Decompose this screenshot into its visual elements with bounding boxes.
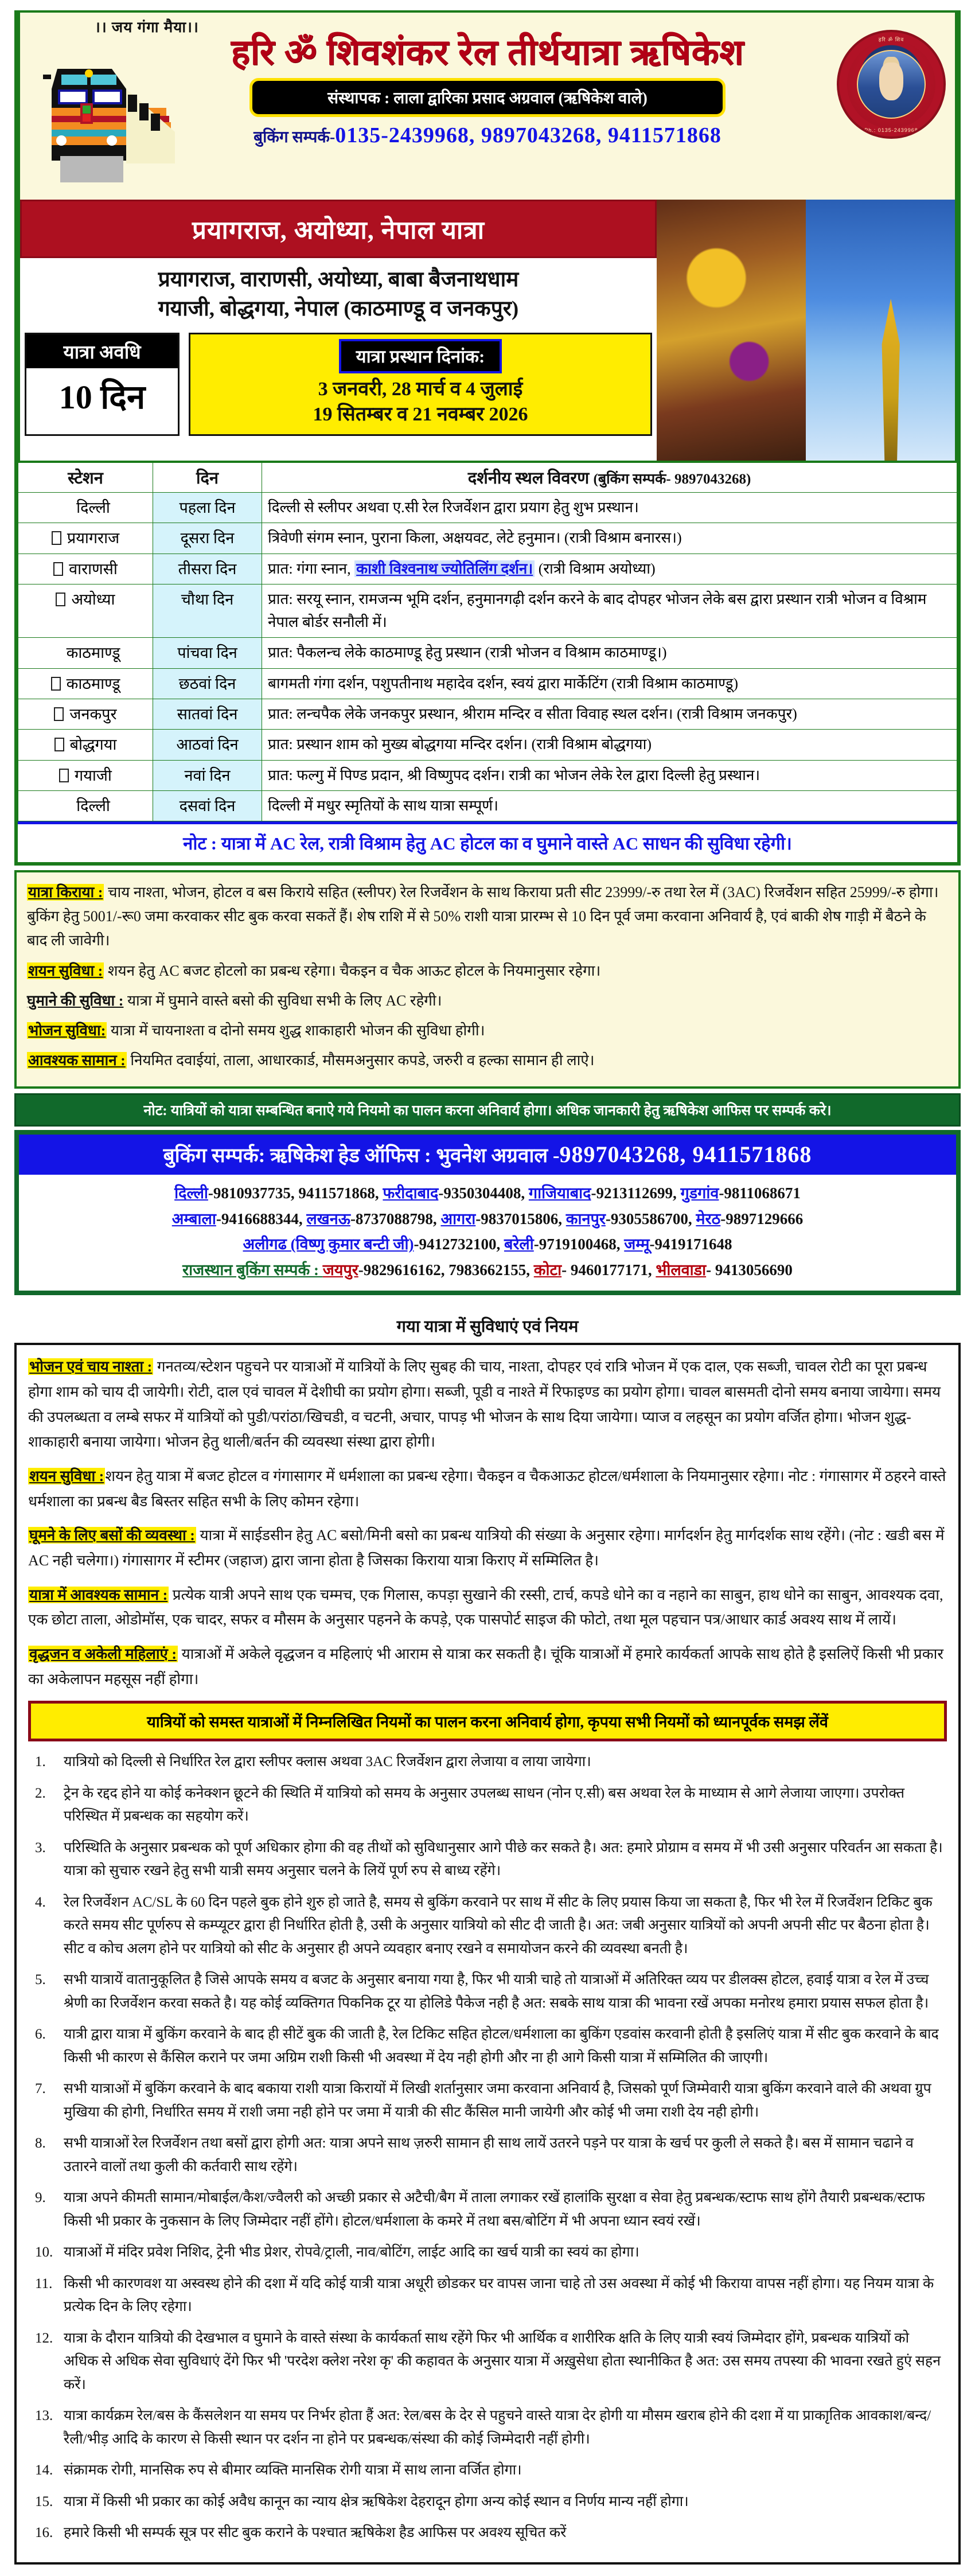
contact-city-name: फरीदाबाद bbox=[383, 1184, 439, 1202]
itinerary-station-cell bbox=[18, 699, 153, 730]
checkbox-icon[interactable] bbox=[54, 738, 64, 751]
itinerary-station-cell bbox=[18, 638, 153, 668]
contact-phone-number[interactable]: -9305586700, bbox=[605, 1210, 696, 1227]
essentials-label: आवश्यक सामान : bbox=[28, 1051, 126, 1069]
list-item: किसी भी कारणवश या अस्वस्थ होने की दशा में यदि कोई यात्री यात्रा अधूरी छोडकर घर वापस जाना चाहे तो उस अवस्था में कोई भी किराया वापस नहीं होगा। यह नियम यात्रा के प्रत्येक दिन के लिए रहेगा। bbox=[64, 2275, 934, 2315]
description-text: दिल्ली से स्लीपर अथवा ए.सी रेल रिजर्वेशन द्वारा प्रयाग हेतु शुभ प्रस्थान। bbox=[268, 499, 639, 516]
head-office-label: बुकिंग सम्पर्क: ऋषिकेश हेड ऑफिस : भुवनेश अग्रवाल - bbox=[163, 1144, 560, 1167]
contact-city-name: आगरा bbox=[440, 1210, 476, 1227]
description-text: दिल्ली में मधुर स्मृतियों के साथ यात्रा सम्पूर्ण। bbox=[268, 797, 498, 814]
contact-phone-number[interactable]: -9419171648 bbox=[649, 1236, 732, 1253]
itinerary-description-cell bbox=[262, 584, 957, 638]
rule-bus-paragraph bbox=[28, 1523, 947, 1573]
itinerary-day-cell: आठवां दिन bbox=[153, 730, 262, 760]
table-row bbox=[18, 523, 957, 554]
station-name: अयोध्या bbox=[71, 590, 115, 608]
sightseeing-text: यात्रा में घुमाने वास्ते बसो की सुविधा सभी के लिए AC रहेगी। bbox=[123, 992, 442, 1009]
description-text: प्रात: प्रस्थान शाम को मुख्य बोद्धगया मन्दिर दर्शन। (रात्री विश्राम बोद्धगया) bbox=[268, 736, 652, 753]
description-text: प्रात: फल्गु में पिण्ड प्रदान, श्री विष्णुपद दर्शन। रात्री का भोजन लेके रेल द्वारा दिल्ली हेतु प्रस्थान। bbox=[268, 766, 760, 784]
rules-compliance-note: नोट: यात्रियों को यात्रा सम्बन्धित बनाऐ गये नियमो का पालन करना अनिवार्य होगा। अधिक जानकारी हेतु ऋषिकेश आफिस पर सम्पर्क करे। bbox=[14, 1093, 961, 1127]
itinerary-day-cell: तीसरा दिन bbox=[153, 554, 262, 584]
list-item: परिस्थिति के अनुसार प्रबन्धक को पूर्ण अधिकार होगा की वह तीथों को सुविधानुसार आगे पीछे कर सकते है। अत: हमारे प्रोग्राम व समय में भी उसी अनुसार परिवर्तन आ सकता है। यात्रा को सुचारु रखने हेतु सभी यात्री समय अनुसार चलने के लियें पूर्ण रुप से बाध्य रहेंगे। bbox=[64, 1840, 943, 1879]
itinerary-day-cell: छठवां दिन bbox=[153, 668, 262, 699]
highlighted-darshan: काशी विश्वनाथ ज्योतिलिंग दर्शन। bbox=[354, 560, 535, 577]
itinerary-station-cell bbox=[18, 554, 153, 584]
dates-line-2: 19 सितम्बर व 21 नवम्बर 2026 bbox=[313, 404, 528, 426]
departure-dates-box bbox=[189, 333, 652, 436]
food-label: भोजन सुविधा: bbox=[28, 1022, 106, 1039]
ac-facility-note: नोट : यात्रा में AC रेल, रात्री विश्राम हेतु AC होटल का व घुमाने वास्ते AC साधन की सुविधा रहेगी। bbox=[18, 821, 957, 862]
rules-warning-bar: यात्रियों को समस्त यात्राओं में निम्नलिखित नियमों का पालन करना अनिवार्य होगा, कृपया सभी नियमों को ध्यानपूर्वक समझ लेंवें bbox=[28, 1701, 947, 1741]
station-name: दिल्ली bbox=[76, 499, 110, 516]
essentials-paragraph bbox=[27, 1049, 948, 1073]
contact-city-name: लखनऊ bbox=[306, 1210, 350, 1227]
description-text: प्रात: लन्चपैक लेके जनकपुर प्रस्थान, श्रीराम मन्दिर व सीता विवाह स्थल दर्शन। (रात्री विश्राम जनकपुर) bbox=[268, 706, 797, 723]
food-text: यात्रा में चायनाश्ता व दोनो समय शुद्ध शाकाहारी भोजन की सुविधा होगी। bbox=[107, 1022, 485, 1039]
description-text: बागमती गंगा दर्शन, पशुपतीनाथ महादेव दर्शन, स्वयं द्वारा मार्केटिंग (रात्री विश्राम काठमाण्डू) bbox=[268, 675, 738, 692]
contact-city-name: गुडगांव bbox=[680, 1184, 719, 1202]
checkbox-icon[interactable] bbox=[54, 707, 64, 721]
description-text: प्रात: पैकलन्च लेके काठमाण्डू हेतु प्रस्थान (रात्री भोजन व विश्राम काठमाण्डू।) bbox=[268, 644, 667, 661]
itinerary-description-cell bbox=[262, 668, 957, 699]
station-name: काठमाण्डू bbox=[66, 675, 120, 692]
table-row bbox=[18, 760, 957, 790]
table-row bbox=[18, 638, 957, 668]
sightseeing-paragraph bbox=[27, 989, 948, 1013]
contact-city-name: दिल्ली bbox=[174, 1184, 208, 1202]
brochure-page bbox=[0, 10, 975, 2576]
col-header-station: स्टेशन bbox=[18, 463, 153, 493]
rule-sleep-paragraph bbox=[28, 1464, 947, 1514]
itinerary-day-cell: चौथा दिन bbox=[153, 584, 262, 638]
tour-destinations bbox=[20, 258, 657, 327]
table-row bbox=[18, 584, 957, 638]
itinerary-station-cell bbox=[18, 730, 153, 760]
contact-line bbox=[27, 1180, 948, 1206]
rule-sleep-text: शयन हेतु यात्रा में बजट होटल व गंगासागर में धर्मशाला का प्रबन्ध रहेगा। चैकइन व चैकआऊट होटल/धर्मशाला के नियमानुसार रहेगा। नोट : गंगासागर में ठहरने वास्ते धर्मशाला का प्रबन्ध बैड बिस्तर सहित सभी के लिए कोमन रहेगा। bbox=[28, 1467, 946, 1510]
seal-top-text: हरि ॐ शिव bbox=[878, 37, 904, 42]
station-name: वाराणसी bbox=[69, 560, 118, 578]
rule-elderly-text: यात्राओं में अकेले वृद्धजन व महिलाएं भी आराम से यात्रा कर सकती है। चूंकि यात्राओं में हमारे कार्यकर्ता आपके साथ होते है इसलिऐं किसी भी प्रकार का अकेलापन महसूस नहीं होगा। bbox=[28, 1645, 944, 1688]
contact-city-name: बरेली bbox=[504, 1236, 534, 1253]
rule-elderly-label: वृद्धजन व अकेली महिलाएं : bbox=[29, 1645, 177, 1662]
itinerary-station-cell bbox=[18, 760, 153, 790]
table-row bbox=[18, 554, 957, 584]
table-row bbox=[18, 668, 957, 699]
booking-label: बुकिंग सम्पर्क- bbox=[253, 128, 336, 147]
checkbox-icon[interactable] bbox=[56, 593, 65, 606]
contact-city-name: जम्मू bbox=[624, 1236, 650, 1253]
contact-phone-number[interactable]: -8737088798, bbox=[350, 1210, 441, 1227]
contact-line bbox=[27, 1232, 948, 1257]
description-text: प्रात: गंगा स्नान, bbox=[268, 560, 355, 577]
duration-dates-row bbox=[20, 327, 657, 444]
deity-photo-1 bbox=[657, 200, 806, 461]
tour-header-row bbox=[14, 200, 961, 461]
numbered-rules-list bbox=[28, 1751, 947, 2545]
rule-items-text: प्रत्येक यात्री अपने साथ एक चम्मच, एक गिलास, कपड़ा सुखाने की रस्सी, टार्च, कपडे धोने का व नहाने का साबुन, हाथ धोने का साबुन, आवश्यक दवा, एक छोटा ताला, ओडोमॉस, एक चादर, सफर व मौसम के अनुसार पहनने के कपड़े, एक पासपोर्ट साइज की फोटो, तथा मूल पहचान पत्र/आधार कार्ड अवश्य साथ में लायें। bbox=[28, 1586, 943, 1628]
rule-food-paragraph bbox=[28, 1354, 947, 1455]
itinerary-table bbox=[18, 462, 957, 821]
booking-contacts-section bbox=[14, 1130, 961, 1295]
food-paragraph bbox=[27, 1019, 948, 1043]
itinerary-station-cell bbox=[18, 668, 153, 699]
contact-city-name: मेरठ bbox=[696, 1210, 721, 1227]
sleeping-label: शयन सुविधा : bbox=[28, 962, 103, 979]
checkbox-icon[interactable] bbox=[51, 677, 61, 691]
rule-items-paragraph bbox=[28, 1583, 947, 1632]
list-item: सभी यात्राओं में बुकिंग करवाने के बाद बकाया राशी यात्रा किरायों में लिखी शर्तानुसार जमा करवाना अनिवार्य है, जिसको पूर्ण जिम्मेवारी यात्रा बुकिंग करवाने वाले की अथवा ग्रुप मुखिया की होगी, निर्धारित समय में राशी जमा नही होने पर जमा में यात्री की सीट कैंसिल मानी जायेगी और कोई भी जमा राशी देय नही होगी। bbox=[64, 2081, 931, 2120]
contact-phone-number[interactable]: - 9460177171, bbox=[561, 1261, 656, 1279]
org-seal-logo bbox=[837, 30, 946, 139]
checkbox-icon[interactable] bbox=[53, 562, 63, 576]
list-item: यात्रा में किसी भी प्रकार का कोई अवैध कानून का न्याय क्षेत्र ऋषिकेश देहरादून होगा अन्य कोई स्थान व निर्णय मान्य नहीं होगा। bbox=[64, 2493, 689, 2509]
list-item: यात्री द्वारा यात्रा में बुकिंग करवाने के बाद ही सीटें बुक की जाती है, रेल टिकिट सहित होटल/धर्मशाला का बुकिंग एडवांस करवानी होती है इसलिएं यात्रा में सीट बुक करवाने के बाद किसी भी कारण से कैंसिल कराने पर जमा अग्रिम राशी किसी भी अवस्था में देय नही होगी और ना ही आगे किसी यात्रा में सम्मिलित की जाएगी। bbox=[64, 2026, 939, 2066]
booking-phone-numbers[interactable]: 0135-2439968, 9897043268, 9411571868 bbox=[335, 123, 722, 148]
description-text-suffix: (रात्री विश्राम अयोध्या) bbox=[535, 560, 656, 577]
station-name: जनकपुर bbox=[69, 706, 117, 723]
itinerary-description-cell bbox=[262, 493, 957, 523]
essentials-text: नियमित दवाईयां, ताला, आधारकार्ड, मौसमअनुसार कपडे, जरुरी व हल्का सामान ही लाऐ। bbox=[126, 1051, 595, 1069]
contact-phone-number[interactable]: -9213112699, bbox=[591, 1184, 681, 1202]
list-item: रेल रिजर्वेशन AC/SL के 60 दिन पहले बुक होने शुरु हो जाते है, समय से बुकिंग करवाने पर साथ में सीट के लिए प्रयास किया जा सकता है, फिर भी रेल में रिजर्वेशन टिकिट बुक करते समय सीट पूर्णरुप से कम्प्यूटर द्वारा ही निर्धारित होती है, उसी के अनुसार यात्रियो को सीट दी जाती है। अत: जबी अनुसार यात्रियों को अपनी अपनी सीट पर बैठना होता है। सीट व कोच अलग होने पर यात्रियो को सीट के अनुसार ही अपने व्यवहार बनाए रखने व समायोजन करने की व्यवस्था बनती है। bbox=[64, 1894, 933, 1957]
station-name: दिल्ली bbox=[76, 797, 110, 815]
contact-city-name: गाजियाबाद bbox=[528, 1184, 591, 1202]
rule-items-label: यात्रा में आवश्यक सामान : bbox=[29, 1586, 168, 1603]
list-item: सभी यात्रायें वातानुकूलित है जिसे आपके समय व बजट के अनुसार बनाया गया है, फिर भी यात्री चाहे तो यात्राओं में अतिरिक्त व्यय पर डीलक्स होटल, हवाई यात्रा व रेल में उच्च श्रेणी का रिजर्वेशन करवा सकते है। यह कोई व्यक्तिगत पिकनिक टूर या होलिडे पैकेज नही है अत: सबके साथ यात्रा की भावना रखें अपका मनोरथ हमारा प्रयास सफल होता है। bbox=[64, 1972, 929, 2011]
itinerary-description-cell bbox=[262, 730, 957, 760]
rajasthan-contact-line bbox=[27, 1257, 948, 1283]
destinations-line-2: गयाजी, बोद्धगया, नेपाल (काठमाण्डू व जनकपुर) bbox=[158, 297, 519, 321]
contact-city-name: भीलवाडा bbox=[656, 1261, 707, 1279]
contact-phone-number[interactable]: -9837015806, bbox=[475, 1210, 566, 1227]
tour-info-column bbox=[20, 200, 657, 461]
sightseeing-label: घुमाने की सुविधा : bbox=[27, 992, 124, 1009]
itinerary-day-cell: नवां दिन bbox=[153, 760, 262, 790]
itinerary-station-cell bbox=[18, 523, 153, 554]
itinerary-day-cell: सातवां दिन bbox=[153, 699, 262, 730]
head-office-numbers[interactable]: 9897043268, 9411571868 bbox=[559, 1141, 812, 1168]
list-item: संक्रामक रोगी, मानसिक रुप से बीमार व्यक्ति मानसिक रोगी यात्रा में साथ लाना वर्जित होगा। bbox=[64, 2462, 522, 2478]
list-item: सभी यात्राओं रेल रिजर्वेशन तथा बसों द्वारा होगी अत: यात्रा अपने साथ ज़रुरी सामान ही साथ लायें उतरने पड़ने पर यात्रा के खर्च पर कुली ले सकते है। बस में सामान चढाने व उतारने वालों तथा कुली की कर्तवारी साथ रहेंगे। bbox=[64, 2135, 914, 2174]
list-item: हमारे किसी भी सम्पर्क सूत्र पर सीट बुक कराने के पश्चात ऋषिकेश हैड आफिस पर अवश्य सूचित करें bbox=[64, 2525, 567, 2541]
founder-line: संस्थापक : लाला द्वारिका प्रसाद अग्रवाल (ऋषिकेश वाले) bbox=[249, 78, 726, 117]
rule-bus-text: यात्रा में साईडसीन हेतु AC बसो/मिनी बसो का प्रबन्ध यात्रियो की संख्या के अनुसार रहेगा। मार्गदर्शन हेतु मार्गदर्शक साथ रहेंगे। (नोट : खडी बस में AC नही चलेगा।) गंगासागर में स्टीमर (जहाज) द्वारा जाना होता है जिसका किराया यात्रा किराए में सम्मिलित है। bbox=[28, 1527, 945, 1569]
rule-elderly-paragraph bbox=[28, 1642, 947, 1692]
rule-bus-label: घूमने के लिए बसों की व्यवस्था : bbox=[29, 1527, 195, 1544]
itinerary-description-cell bbox=[262, 699, 957, 730]
contact-city-name: जयपुर bbox=[322, 1261, 358, 1279]
checkbox-icon[interactable] bbox=[59, 769, 69, 782]
contact-phone-number[interactable]: -9829616162, 7983662155, bbox=[358, 1261, 534, 1279]
station-name: प्रयागराज bbox=[67, 529, 120, 547]
itinerary-description-cell bbox=[262, 638, 957, 668]
fare-facilities-box bbox=[14, 870, 961, 1089]
station-name: काठमाण्डू bbox=[66, 644, 120, 662]
desc-header-label: दर्शनीय स्थल विवरण bbox=[467, 469, 590, 488]
contact-line bbox=[27, 1206, 948, 1232]
list-item: यात्राओं में मंदिर प्रवेश निशिद, ट्रेनी भीड प्रेशर, रोपवे/ट्राली, नाव/बोटिंग, लाईट आदि का खर्च यात्री का स्वयं का होगा। bbox=[64, 2244, 639, 2261]
table-row bbox=[18, 493, 957, 523]
itinerary-station-cell bbox=[18, 584, 153, 638]
fare-paragraph bbox=[27, 880, 948, 953]
list-item: यात्रियो को दिल्ली से निर्धारित रेल द्वारा स्लीपर क्लास अथवा 3AC रिजर्वेशन द्वारा लेजाया व लाया जायेगा। bbox=[64, 1754, 591, 1770]
rules-section-title: गया यात्रा में सुविधाएं एवं नियम bbox=[396, 1318, 579, 1336]
contact-phone-number[interactable]: - 9413056690 bbox=[706, 1261, 793, 1279]
sleeping-paragraph bbox=[27, 959, 948, 983]
itinerary-description-cell bbox=[262, 760, 957, 790]
contact-phone-number[interactable]: -9412732100, bbox=[414, 1236, 504, 1253]
tour-photos bbox=[657, 200, 955, 461]
table-row bbox=[18, 730, 957, 760]
contact-city-name: अलीगढ (विष्णु कुमार बन्टी जी) bbox=[243, 1236, 414, 1253]
header-banner bbox=[14, 10, 961, 200]
dates-line-1: 3 जनवरी, 28 मार्च व 4 जुलाई bbox=[318, 379, 523, 400]
city-contacts-list bbox=[19, 1175, 956, 1291]
contact-phone-number[interactable]: -9810937735, 9411571868, bbox=[208, 1184, 383, 1202]
desc-header-contact: (बुकिंग सम्पर्क- 9897043268) bbox=[593, 471, 751, 487]
description-text: त्रिवेणी संगम स्नान, पुराना किला, अक्षयवट, लेटे हनुमान। (रात्री विश्राम बनारस।) bbox=[268, 529, 682, 547]
col-header-description bbox=[262, 463, 957, 493]
description-text: प्रात: सरयू स्नान, रामजन्म भूमि दर्शन, हनुमानगढ़ी दर्शन करने के बाद दोपहर भोजन लेके बस द्वारा प्रस्थान रात्री भोजन व विश्राम नेपाल बोर्डर सनौली में। bbox=[268, 590, 927, 631]
checkbox-icon[interactable] bbox=[52, 531, 61, 545]
itinerary-day-cell: पांचवा दिन bbox=[153, 638, 262, 668]
itinerary-day-cell: दूसरा दिन bbox=[153, 523, 262, 554]
rule-food-label: भोजन एवं चाय नाश्ता : bbox=[29, 1358, 153, 1375]
head-office-bar bbox=[19, 1135, 956, 1175]
list-item: ट्रेन के रद्दद होने या कोई कनेक्शन छूटने की स्थिति में यात्रियो को समय के अनुसार उपलब्ध साधन (नोन ए.सी) बस अथवा रेल के माध्याम से आगे लेजाया जाएगा। उपरोक्त परिस्थित में प्रबन्धक का सहयोग करें। bbox=[64, 1785, 905, 1825]
list-item: यात्रा के दौरान यात्रियो की देखभाल व घुमाने के वास्ते संस्था के कार्यकर्ता साथ रहेंगे फिर भी आर्थिक व शारीरिक क्षति के लिए यात्री स्वयं जिम्मेदार होंगे, प्रबन्धक यात्रियों को अधिक से अधिक सेवा सुविधाएं देंगे फिर भी 'परदेश क्लेश नरेश कृ' की कहावत के अनुसार यात्रा में अख़ुसेधा होता स्थानीकित है अत: उस समय तपस्या की भावना रखते हुएं सहन करें। bbox=[64, 2330, 941, 2392]
itinerary-station-cell bbox=[18, 493, 153, 523]
invocation-text: ।। जय गंगा मैया।। bbox=[95, 18, 199, 36]
rules-box bbox=[14, 1343, 961, 2565]
table-row bbox=[18, 699, 957, 730]
col-header-day: दिन bbox=[153, 463, 262, 493]
contact-phone-number[interactable]: -9719100468, bbox=[533, 1236, 625, 1253]
contact-city-name: कोटा bbox=[533, 1261, 562, 1279]
rule-sleep-label: शयन सुविधा : bbox=[29, 1467, 104, 1484]
itinerary-day-cell: पहला दिन bbox=[153, 493, 262, 523]
table-row bbox=[18, 790, 957, 821]
itinerary-day-cell: दसवां दिन bbox=[153, 790, 262, 821]
rule-food-text: गनतव्य/स्टेशन पहुचने पर यात्राओं में यात्रियों के लिए सुबह की चाय, नाश्ता, दोपहर एवं रात्रि भोजन में एक दाल, एक सब्जी, चावल रोटी का पूरा प्रबन्ध होगा शाम को चाय दी जायेगी। रोटी, दाल एवं चावल में देशीघी का प्रयोग होगा। सब्जी, पूडी व नाश्ते में रिफाइण्ड का प्रयोग होगा। चावल बासमती दोनो समय बनाया जायेगा। समय की उपलब्धता व लम्बे सफर में यात्रियों को पुडी/परांठा/खिचडी, व चटनी, अचार, पापड़ भी भोजन के साथ दिया जायेगा। प्याज व लहसून का प्रयोग वर्जित होगा। भोजन शुद्ध-शाकाहारी बनाया जायेगा। भोजन हेतु थाली/बर्तन की व्यवस्था संस्था द्वारा होगी। bbox=[28, 1358, 941, 1451]
itinerary-station-cell bbox=[18, 790, 153, 821]
destinations-line-1: प्रयागराज, वाराणसी, अयोध्या, बाबा बैजनाथधाम bbox=[158, 268, 519, 291]
list-item: यात्रा अपने कीमती सामान/मोबाईल/कैश/ज्वैलरी को अच्छी प्रकार से अटैची/बैग में ताला लगाकर रखें हालांकि सुरक्षा व सेवा हेतु प्रबन्धक/स्टाफ साथ होंगे तैयारी प्रबन्धक/स्टाफ किसी भी प्रकार के नुकसान के लिए जिम्मेदार नहीं होंगे। होटल/धर्मशाला के कमरे में तथा बस/बोटिंग में भी अपना ध्यान स्वयं रखें। bbox=[64, 2190, 925, 2229]
rajasthan-label: राजस्थान बुकिंग सम्पर्क : bbox=[182, 1261, 323, 1279]
itinerary-section bbox=[14, 461, 961, 866]
contact-city-name: कानपुर bbox=[566, 1210, 606, 1227]
fare-text: चाय नाश्ता, भोजन, होटल व बस किराये सहित (स्लीपर) रेल रिजर्वेशन के साथ किराया प्रती सीट 23999/-रु तथा रेल में (3AC) रिजर्वेशन सहित 25999/-रु होगा। बुकिंग हेतु 5001/-रू0 जमा करवाकर सीट बुक करवा सकतें हैं। शेष राशि में से 50% राशी यात्रा प्रारम्भ से 10 दिन पूर्व जमा करवाना अनिवार्य है, एवं बाकी शेष गाड़ी में बैठने के बाद ली जावेगी। bbox=[27, 884, 939, 949]
itinerary-description-cell bbox=[262, 790, 957, 821]
contact-city-name: अम्बाला bbox=[171, 1210, 216, 1227]
duration-value: 10 दिन bbox=[58, 379, 146, 416]
itinerary-description-cell bbox=[262, 523, 957, 554]
sleeping-text: शयन हेतु AC बजट होटलो का प्रबन्ध रहेगा। चैकइन व चैक आऊट होटल के नियमानुसार रहेगा। bbox=[104, 962, 601, 979]
itinerary-description-cell bbox=[262, 554, 957, 584]
station-name: बोद्धगया bbox=[69, 736, 117, 754]
station-name: गयाजी bbox=[75, 766, 112, 784]
temple-photo-2 bbox=[806, 200, 955, 461]
organization-title: हरि ॐ शिवशंकर रेल तीर्थयात्रा ऋषिकेश bbox=[231, 33, 744, 72]
list-item: यात्रा कार्यक्रम रेल/बस के कैंसलेशन या समय पर निर्भर होता हैं अत: रेल/बस के देर से पहुचने वास्ते यात्रा देर होगी या मौसम खराब होने की दशा में या प्राकाृतिक आवकाश/बन्द/रैली/भीड़ आदि के कारण से किसी स्थान पर दर्शन ना होने पर प्रबन्धक/संस्था की कोई जिम्मेदारी नहीं होगी। bbox=[64, 2408, 931, 2447]
duration-label: यात्रा अवधि bbox=[26, 334, 178, 368]
train-icon bbox=[26, 46, 192, 189]
itinerary-header-row bbox=[18, 463, 957, 493]
contact-phone-number[interactable]: -9416688344, bbox=[216, 1210, 307, 1227]
contact-phone-number[interactable]: -9897129666 bbox=[720, 1210, 804, 1227]
duration-box bbox=[25, 333, 180, 436]
tour-title: प्रयागराज, अयोध्या, नेपाल यात्रा bbox=[20, 200, 657, 258]
contact-phone-number[interactable]: -9811068671 bbox=[719, 1184, 801, 1202]
dates-label: यात्रा प्रस्थान दिनांक: bbox=[339, 339, 502, 373]
fare-label: यात्रा किराया : bbox=[28, 884, 103, 901]
seal-bottom-text: Ph.: 0135-2439968 bbox=[864, 127, 918, 133]
contact-phone-number[interactable]: -9350304408, bbox=[438, 1184, 529, 1202]
